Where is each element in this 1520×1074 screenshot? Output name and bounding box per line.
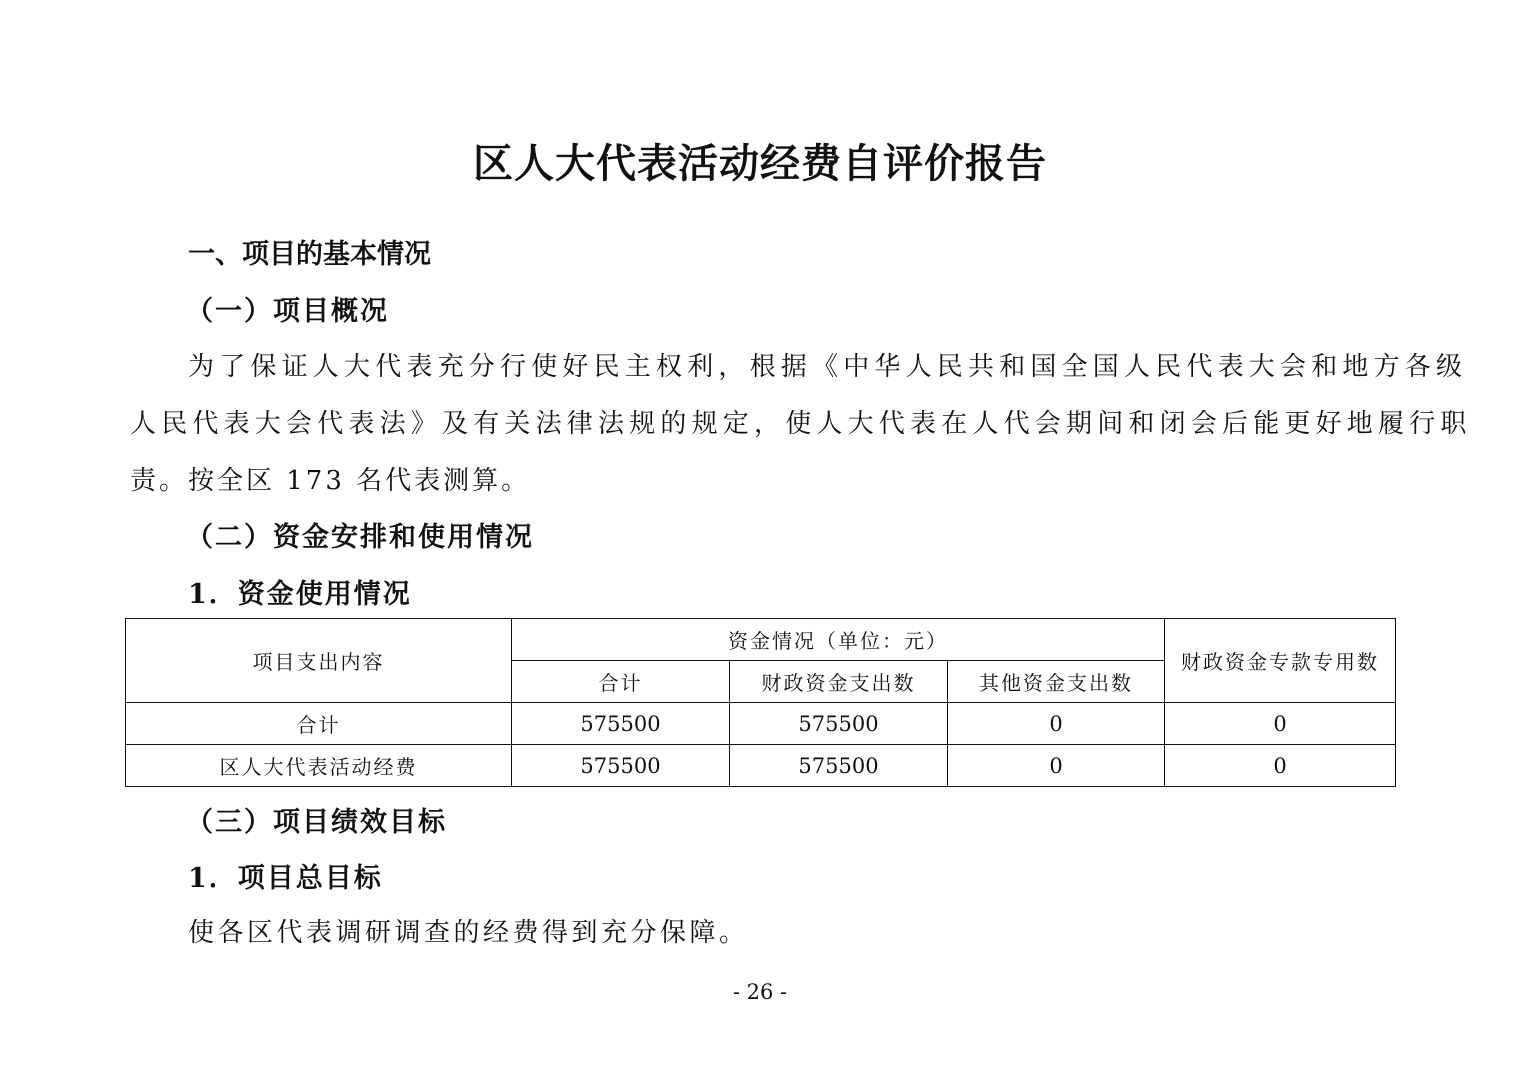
cell-special: 0 [1165, 703, 1396, 745]
document-title: 区人大代表活动经费自评价报告 [473, 140, 1047, 187]
subsection-heading-performance-goals: （三）项目绩效目标 [186, 807, 447, 838]
item-heading-overall-goal: 1．项目总目标 [188, 863, 383, 894]
header-total: 合计 [512, 661, 730, 703]
fund-usage-table [125, 618, 1396, 787]
overview-paragraph-line-3: 责。按全区 173 名代表测算。 [130, 466, 531, 496]
cell-total: 575500 [512, 745, 730, 787]
overall-goal-paragraph: 使各区代表调研调查的经费得到充分保障。 [188, 918, 749, 948]
header-special-fund: 财政资金专款专用数 [1165, 619, 1396, 703]
cell-fiscal: 575500 [730, 703, 948, 745]
section-heading-basic-info: 一、项目的基本情况 [188, 239, 431, 270]
table-header-row-1 [126, 619, 1396, 661]
page-number: - 26 - [732, 980, 788, 1004]
cell-total: 575500 [512, 703, 730, 745]
header-fiscal-expense: 财政资金支出数 [730, 661, 948, 703]
cell-other: 0 [948, 703, 1165, 745]
subsection-heading-fund-arrangement: （二）资金安排和使用情况 [186, 522, 534, 553]
item-heading-fund-usage: 1．资金使用情况 [188, 579, 412, 610]
cell-other: 0 [948, 745, 1165, 787]
cell-special: 0 [1165, 745, 1396, 787]
table-row [126, 703, 1396, 745]
cell-fiscal: 575500 [730, 745, 948, 787]
table-row [126, 745, 1396, 787]
header-other-expense: 其他资金支出数 [948, 661, 1165, 703]
header-fund-status: 资金情况（单位：元） [512, 619, 1165, 661]
subsection-heading-overview: （一）项目概况 [186, 296, 389, 327]
overview-paragraph-line-2: 人民代表大会代表法》及有关法律法规的规定，使人大代表在人代会期间和闭会后能更好地履行职 [130, 409, 1472, 439]
header-item-content: 项目支出内容 [126, 619, 512, 703]
overview-paragraph-line-1: 为了保证人大代表充分行使好民主权利，根据《中华人民共和国全国人民代表大会和地方各级 [188, 352, 1468, 382]
cell-item: 区人大代表活动经费 [126, 745, 512, 787]
cell-item: 合计 [126, 703, 512, 745]
